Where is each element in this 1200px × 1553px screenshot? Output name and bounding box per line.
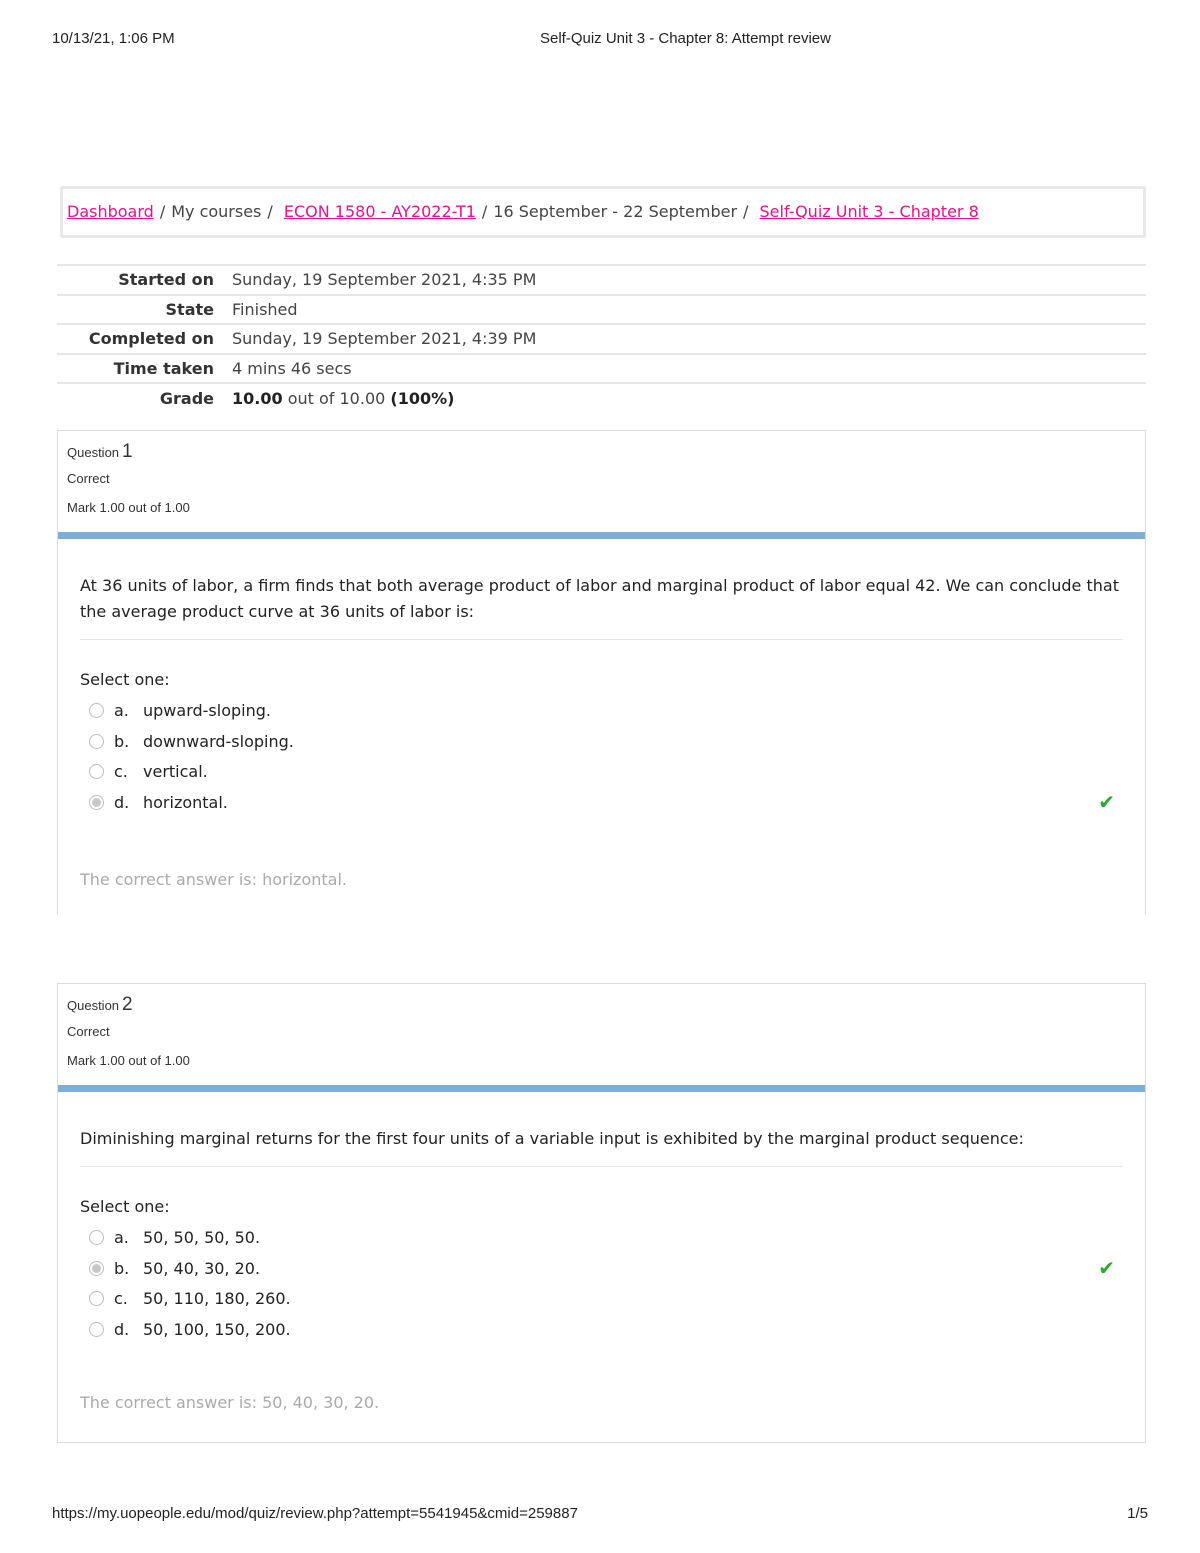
question-state: Correct	[67, 471, 110, 486]
radio-button[interactable]	[89, 764, 104, 779]
radio-button[interactable]	[89, 1322, 104, 1337]
summary-value: Finished	[232, 299, 298, 319]
breadcrumb-quiz-link[interactable]: Self-Quiz Unit 3 - Chapter 8	[759, 202, 979, 221]
answer-letter: b.	[114, 1258, 130, 1278]
answer-letter: d.	[114, 792, 130, 812]
answer-text: upward-sloping.	[143, 700, 271, 720]
breadcrumb-course-link[interactable]: ECON 1580 - AY2022-T1	[283, 202, 476, 221]
select-prompt: Select one:	[80, 670, 170, 689]
question-text: At 36 units of labor, a firm finds that both average product of labor and marginal product of labor equal 42. We can conclude that the average product curve at 36 units of labor is:	[80, 573, 1123, 640]
answer-option-c[interactable]	[80, 756, 1123, 787]
attempt-summary-table	[57, 264, 1146, 413]
print-footer	[52, 1505, 1148, 1525]
radio-button-selected[interactable]	[89, 795, 104, 810]
select-prompt: Select one:	[80, 1197, 170, 1216]
question-mark: Mark 1.00 out of 1.00	[67, 500, 190, 515]
grade-percent: (100%)	[390, 389, 455, 409]
breadcrumb-separator: /	[743, 202, 749, 221]
question-number-line	[67, 441, 1136, 471]
answer-text: 50, 100, 150, 200.	[143, 1319, 291, 1339]
question-1	[57, 430, 1146, 914]
print-date: 10/13/21, 1:06 PM	[52, 30, 175, 47]
answer-letter: c.	[114, 762, 128, 782]
answer-text: downward-sloping.	[143, 731, 294, 751]
answer-option-b[interactable]	[80, 1253, 1123, 1284]
breadcrumb-separator: /	[267, 202, 273, 221]
breadcrumb-my-courses: My courses	[171, 202, 262, 221]
answer-letter: a.	[114, 1227, 129, 1247]
check-icon: ✔	[1098, 790, 1115, 815]
question-number: 1	[122, 441, 133, 462]
summary-value: Sunday, 19 September 2021, 4:35 PM	[232, 270, 537, 290]
summary-row-started	[57, 265, 1146, 295]
question-mark: Mark 1.00 out of 1.00	[67, 1053, 190, 1068]
answer-text: 50, 110, 180, 260.	[143, 1289, 291, 1309]
question-label: Question	[67, 445, 120, 460]
question-2	[57, 983, 1146, 1443]
breadcrumb-separator: /	[159, 202, 166, 221]
summary-row-state	[57, 295, 1146, 325]
radio-button-selected[interactable]	[89, 1261, 104, 1276]
breadcrumb-dashboard-link[interactable]: Dashboard	[67, 202, 154, 221]
question-info	[58, 431, 1145, 532]
grade-score: 10.00	[232, 389, 283, 409]
question-number: 2	[122, 994, 133, 1015]
correct-answer-feedback: The correct answer is: horizontal.	[80, 869, 347, 889]
answer-option-b[interactable]	[80, 726, 1123, 757]
summary-label: State	[165, 299, 214, 319]
question-label: Question	[67, 998, 120, 1013]
question-info	[58, 984, 1145, 1085]
answer-option-d[interactable]	[80, 1314, 1123, 1345]
print-header	[52, 30, 1148, 50]
answer-letter: b.	[114, 731, 130, 751]
radio-button[interactable]	[89, 734, 104, 749]
answer-text: 50, 40, 30, 20.	[143, 1258, 261, 1278]
grade-out-of: out of 10.00	[287, 389, 386, 409]
summary-value: 4 mins 46 secs	[232, 359, 352, 379]
radio-button[interactable]	[89, 703, 104, 718]
summary-label: Time taken	[113, 359, 214, 379]
radio-button[interactable]	[89, 1291, 104, 1306]
grade-value	[232, 383, 1146, 413]
correct-answer-feedback: The correct answer is: 50, 40, 30, 20.	[80, 1392, 380, 1412]
summary-label: Started on	[118, 270, 214, 290]
answer-text: vertical.	[143, 762, 208, 782]
answer-letter: c.	[114, 1289, 128, 1309]
radio-button[interactable]	[89, 1230, 104, 1245]
breadcrumb-separator: /	[481, 202, 488, 221]
answer-option-c[interactable]	[80, 1283, 1123, 1314]
print-page-number: 1/5	[1127, 1505, 1148, 1522]
answer-letter: d.	[114, 1319, 130, 1339]
summary-label: Completed on	[88, 329, 214, 349]
breadcrumb-week: 16 September - 22 September	[493, 202, 738, 221]
answer-option-a[interactable]	[80, 695, 1123, 726]
breadcrumb	[60, 186, 1146, 238]
question-content	[58, 532, 1145, 848]
answer-letter: a.	[114, 700, 129, 720]
summary-row-time-taken	[57, 354, 1146, 384]
check-icon: ✔	[1098, 1256, 1115, 1281]
summary-label: Grade	[159, 389, 214, 409]
question-state: Correct	[67, 1024, 110, 1039]
answer-text: horizontal.	[143, 792, 228, 812]
summary-value: Sunday, 19 September 2021, 4:39 PM	[232, 329, 537, 349]
answer-option-d[interactable]	[80, 787, 1123, 818]
question-content	[58, 1085, 1145, 1371]
summary-row-grade	[57, 383, 1146, 413]
print-url: https://my.uopeople.edu/mod/quiz/review.php?attempt=5541945&cmid=259887	[52, 1505, 578, 1522]
answer-text: 50, 50, 50, 50.	[143, 1227, 261, 1247]
summary-row-completed	[57, 324, 1146, 354]
question-number-line	[67, 994, 1136, 1024]
answer-option-a[interactable]	[80, 1222, 1123, 1253]
print-title: Self-Quiz Unit 3 - Chapter 8: Attempt review	[540, 30, 831, 47]
question-text: Diminishing marginal returns for the first four units of a variable input is exhibited by the marginal product sequence:	[80, 1126, 1123, 1167]
